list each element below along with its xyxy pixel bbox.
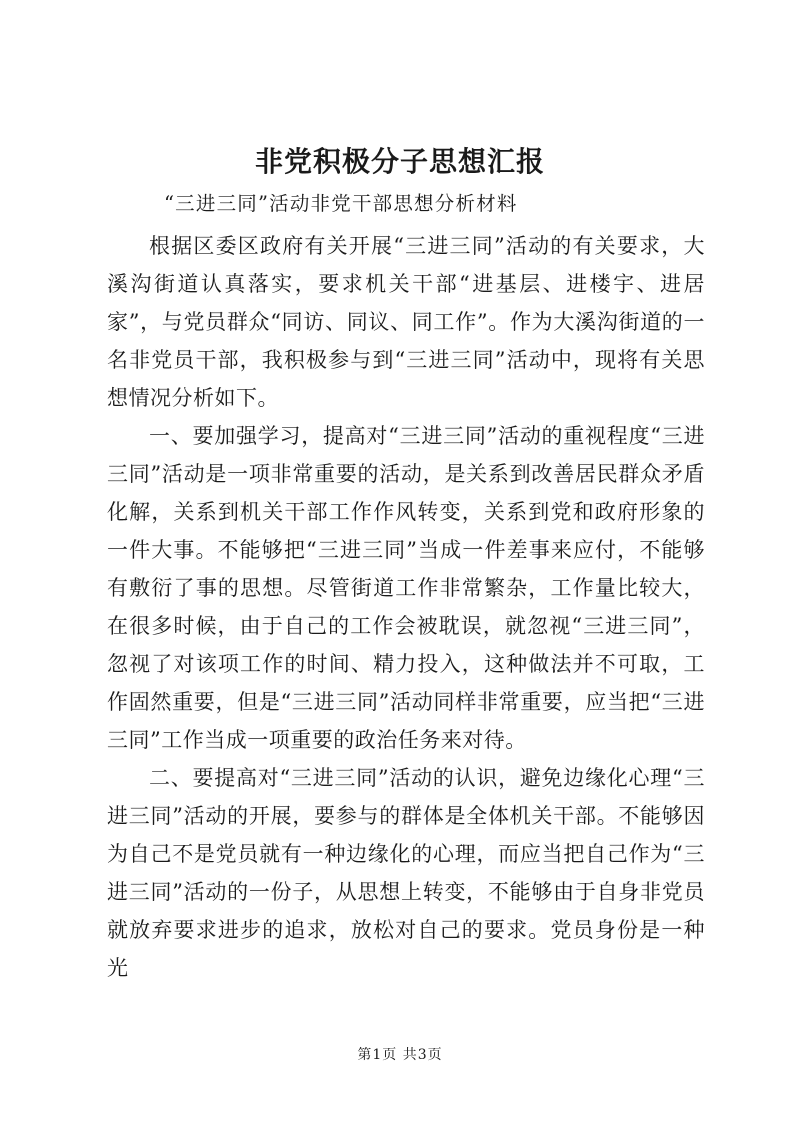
document-title: 非党积极分子思想汇报 (254, 145, 545, 178)
paragraph-intro: 根据区委区政府有关开展“三进三同”活动的有关要求，大溪沟街道认真落实，要求机关干部“进基层、进楼宇、进居家”，与党员群众“同访、同议、同工作”。作为大溪沟街道的一名非党员干部，我积极参与到“三进三同”活动中，现将有关思想情况分析如下。 (107, 234, 705, 410)
paragraph-section-one: 一、要加强学习，提高对“三进三同”活动的重视程度“三进三同”活动是一项非常重要的活动，是关系到改善居民群众矛盾化解，关系到机关干部工作作风转变，关系到党和政府形象的一件大事。不能够把“三进三同”当成一件差事来应付，不能够有敷衍了事的思想。尽管街道工作非常繁杂，工作量比较大，在很多时候，由于自己的工作会被耽误，就忽视“三进三同”，忽视了对该项工作的时间、精力投入，这种做法并不可取，工作固然重要，但是“三进三同”活动同样非常重要，应当把“三进三同”工作当成一项重要的政治任务来对待。 (107, 424, 705, 752)
paragraph-section-two: 二、要提高对“三进三同”活动的认识，避免边缘化心理“三进三同”活动的开展，要参与的群体是全体机关干部。不能够因为自己不是党员就有一种边缘化的心理，而应当把自己作为“三进三同”活动的一份子，从思想上转变，不能够由于自身非党员就放弃要求进步的追求，放松对自己的要求。党员身份是一种光 (107, 766, 705, 980)
page-number-footer: 第1页 共3页 (357, 1047, 443, 1063)
document-body (107, 227, 705, 987)
document-subtitle: “三进三同”活动非党干部思想分析材料 (164, 192, 518, 215)
